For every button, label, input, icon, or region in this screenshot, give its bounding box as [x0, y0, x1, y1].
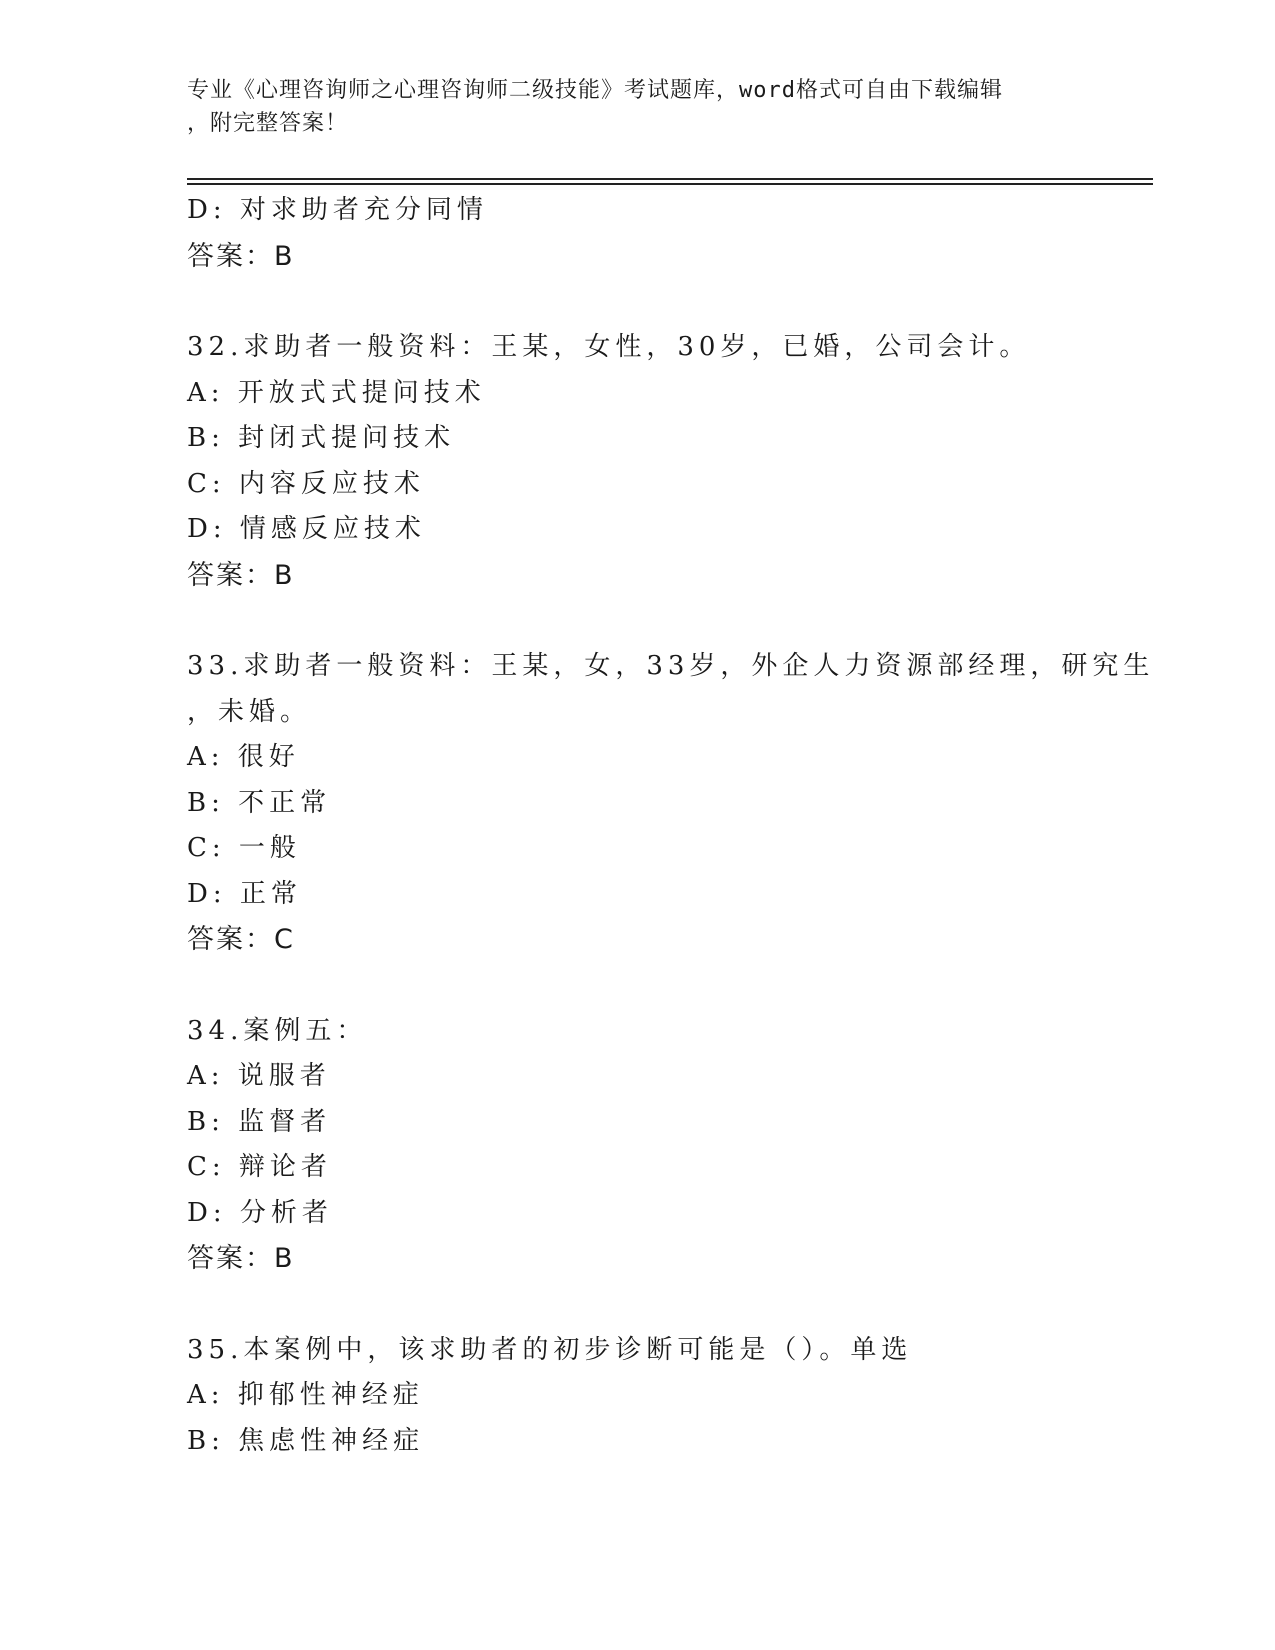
- option-b: B: 不正常: [187, 787, 332, 818]
- spacer: [187, 279, 1117, 325]
- header-line-2: ，附完整答案！: [187, 111, 349, 136]
- page-header: [187, 74, 1087, 140]
- option-c: C: 辩论者: [187, 1152, 332, 1182]
- header-line-1: 专业《心理咨询师之心理咨询师二级技能》考试题库，word格式可自由下载编辑: [187, 78, 1003, 103]
- option-a: A: 说服者: [187, 1061, 331, 1091]
- question-34-stem: 34.案例五：: [187, 1015, 368, 1046]
- spacer: [187, 598, 1117, 644]
- option-b: B: 封闭式提问技术: [187, 423, 456, 453]
- option-c: C: 一般: [187, 833, 301, 863]
- option-b: B: 焦虑性神经症: [187, 1425, 425, 1456]
- question-33-stem: 33.求助者一般资料：王某，女，33岁，外企人力资源部经理，研究生: [187, 651, 1155, 681]
- option-d: D: 分析者: [187, 1197, 333, 1228]
- spacer: [187, 1282, 1117, 1328]
- header-rule-top: [187, 178, 1153, 180]
- option-d: D: 对求助者充分同情: [187, 195, 488, 225]
- question-32-stem: 32.求助者一般资料：王某，女性，30岁，已婚，公司会计。: [187, 332, 1031, 362]
- answer-line: 答案：B: [187, 1243, 295, 1274]
- option-a: A: 开放式式提问技术: [187, 377, 486, 408]
- option-a: A: 抑郁性神经症: [187, 1380, 424, 1410]
- option-a: A: 很好: [187, 742, 300, 772]
- question-list: [187, 188, 1155, 1464]
- option-b: B: 监督者: [187, 1106, 332, 1137]
- option-d: D: 情感反应技术: [187, 514, 426, 544]
- option-c: C: 内容反应技术: [187, 468, 425, 499]
- answer-line: 答案：B: [187, 559, 295, 591]
- header-rule-bottom: [187, 183, 1153, 185]
- answer-line: 答案：B: [187, 240, 295, 272]
- option-d: D: 正常: [187, 878, 302, 909]
- question-33-stem-cont: ，未婚。: [187, 696, 312, 727]
- answer-line: 答案：C: [187, 924, 295, 955]
- spacer: [187, 963, 1117, 1009]
- question-35-stem: 35.本案例中，该求助者的初步诊断可能是（）。单选: [187, 1334, 913, 1365]
